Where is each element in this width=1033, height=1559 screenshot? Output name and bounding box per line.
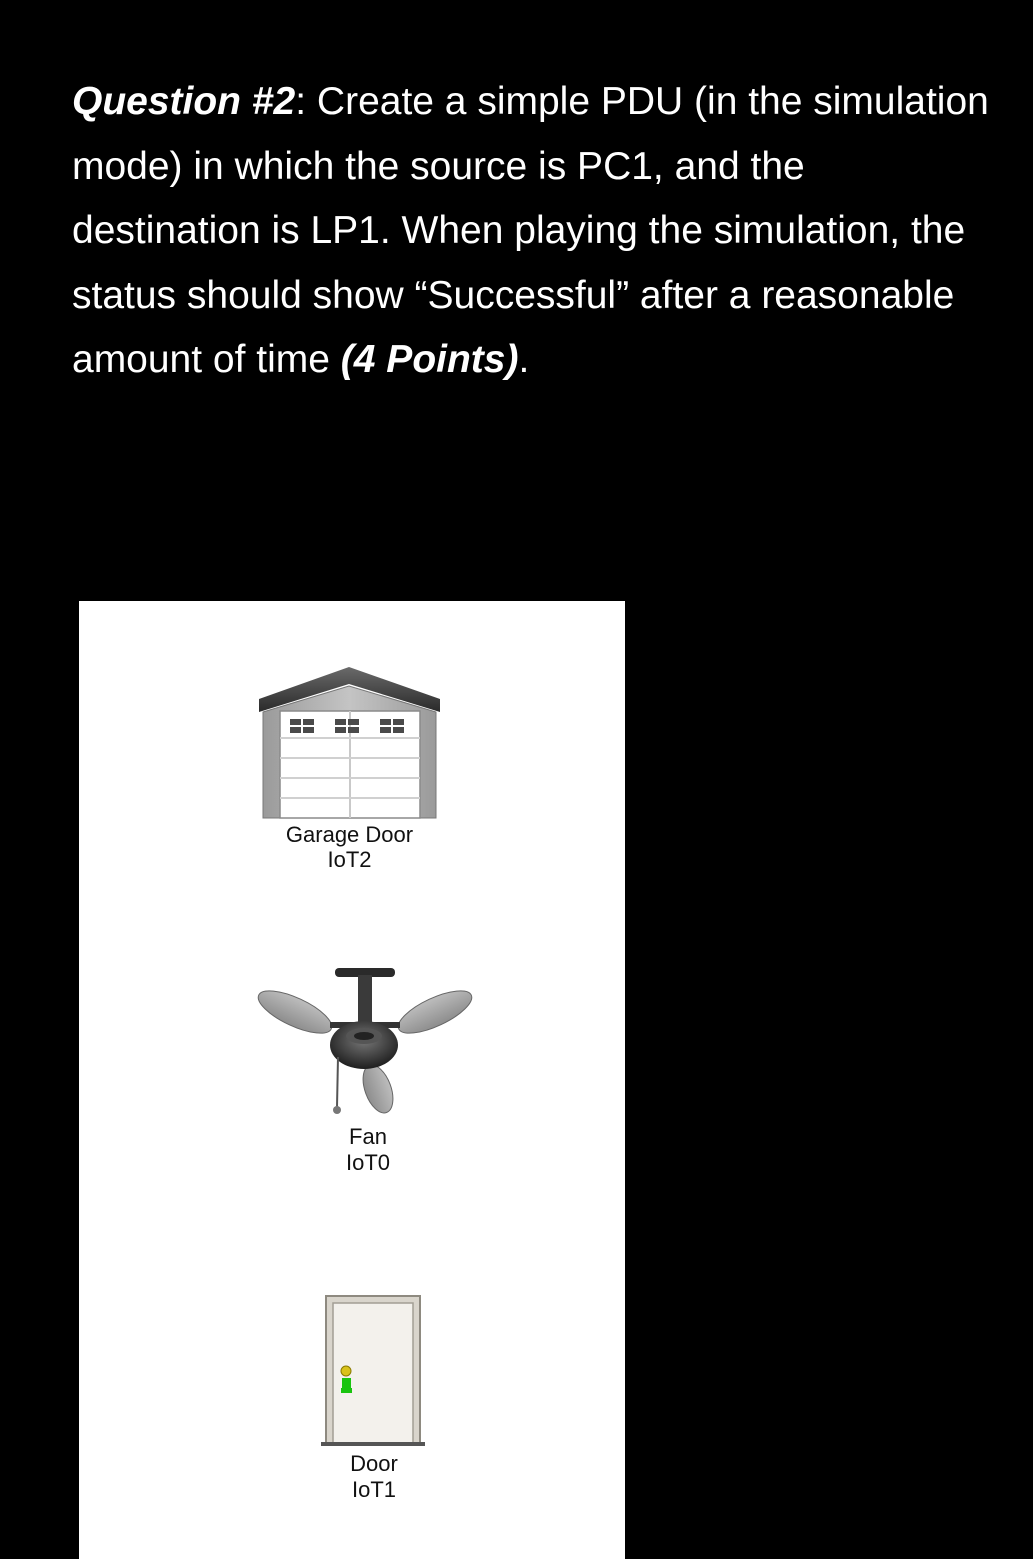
device-type-label: Garage Door [285, 822, 414, 847]
door-icon [319, 1294, 429, 1449]
ceiling-fan-icon [250, 967, 480, 1122]
device-fan[interactable] [250, 967, 480, 1182]
workspace-canvas[interactable] [79, 601, 625, 1559]
question-label: Question #2 [72, 80, 296, 123]
device-name-label: IoT1 [351, 1477, 397, 1502]
device-name-label: IoT2 [327, 847, 372, 872]
question-points: (4 Points) [340, 338, 519, 381]
garage-door-icon [257, 666, 442, 821]
question-text [72, 70, 992, 393]
device-type-label: Fan [349, 1124, 387, 1149]
question-body: Create a simple PDU (in the simulation mode) in which the source is PC1, and the destination is LP1. When playing the simulation, the status should show “Successful” after a reasonable amount of time [72, 80, 989, 381]
question-end: . [518, 338, 530, 381]
device-door[interactable] [319, 1294, 429, 1509]
device-type-label: Door [350, 1451, 398, 1476]
question-colon: : [295, 80, 307, 123]
device-garage-door[interactable] [257, 666, 442, 876]
device-name-label: IoT0 [345, 1150, 391, 1175]
